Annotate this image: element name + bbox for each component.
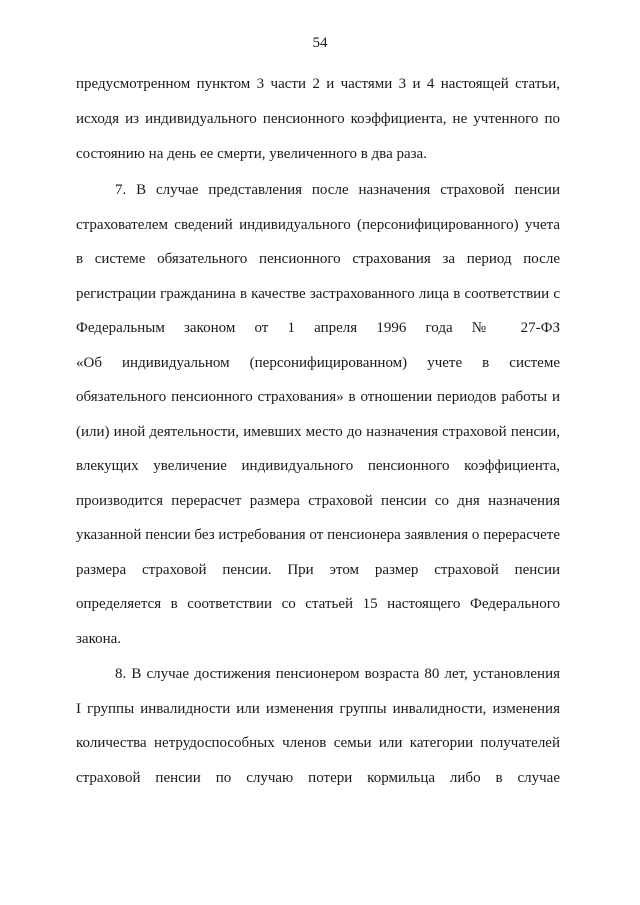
- text-line: в системе обязательного пенсионного страхования за период после: [76, 251, 560, 267]
- text-line: предусмотренном пунктом 3 части 2 и частями 3 и 4 настоящей статьи,: [76, 76, 560, 92]
- text-line: «Об индивидуальном (персонифицированном) учете в системе: [76, 355, 560, 371]
- text-line: производится перерасчет размера страховой пенсии со дня назначения: [76, 493, 560, 509]
- text-line: исходя из индивидуального пенсионного коэффициента, не учтенного по: [76, 111, 560, 127]
- page-number: 54: [312, 35, 328, 51]
- text-line: закона.: [76, 631, 122, 647]
- text-line: обязательного пенсионного страхования» в отношении периодов работы и: [76, 389, 560, 405]
- paragraph-8-first-line: 8. В случае достижения пенсионером возраста 80 лет, установления: [115, 666, 560, 682]
- text-line: состоянию на день ее смерти, увеличенного в два раза.: [76, 146, 427, 162]
- text-line: Федеральным законом от 1 апреля 1996 года № 27-ФЗ: [76, 320, 560, 336]
- text-line: влекущих увеличение индивидуального пенсионного коэффициента,: [76, 458, 560, 474]
- text-line: определяется в соответствии со статьей 15 настоящего Федерального: [76, 596, 560, 612]
- text-line: количества нетрудоспособных членов семьи или категории получателей: [76, 735, 560, 751]
- text-line: страхователем сведений индивидуального (персонифицированного) учета: [76, 217, 560, 233]
- text-line: регистрации гражданина в качестве застрахованного лица в соответствии с: [76, 286, 560, 302]
- text-line: (или) иной деятельности, имевших место до назначения страховой пенсии,: [76, 424, 560, 440]
- text-line: размера страховой пенсии. При этом размер страховой пенсии: [76, 562, 560, 578]
- text-line: страховой пенсии по случаю потери кормильца либо в случае: [76, 770, 560, 786]
- paragraph-7-first-line: 7. В случае представления после назначения страховой пенсии: [115, 182, 560, 198]
- text-line: указанной пенсии без истребования от пенсионера заявления о перерасчете: [76, 527, 560, 543]
- text-line: I группы инвалидности или изменения группы инвалидности, изменения: [76, 701, 560, 717]
